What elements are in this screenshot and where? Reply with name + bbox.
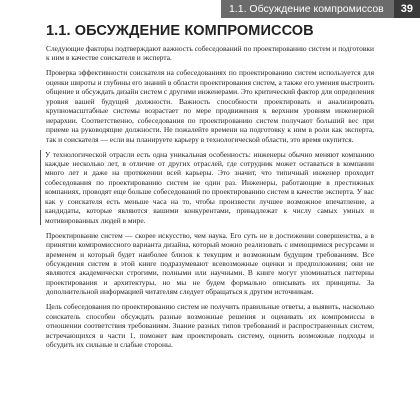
running-header bbox=[221, 0, 420, 18]
body-text bbox=[46, 44, 374, 355]
paragraph-interview-goal: Цель собеседования по проектированию систем не получить правильные ответы, а выявить, насколько соискатель способен обсуждать разные возможные решения и оценивать их компромиссы в отношении соответствия требованиям. Знание разных типов требований и распространенных систем, встречающихся в части 1, поможет вам проектировать систему, оценить возможные подходы и обсудить их сильные и слабые стороны. bbox=[46, 302, 374, 350]
running-title: 1.1. Обсуждение компромиссов bbox=[228, 3, 384, 15]
section-heading: 1.1. ОБСУЖДЕНИЕ КОМПРОМИССОВ bbox=[46, 23, 314, 39]
paragraph-art-vs-science: Проектирование систем — скорее искусство, чем наука. Его суть не в достижении совершенства, а в принятии компромиссного варианта дизайна, который можно реализовать с имеющимися ресурсами и временем и который будет наиболее близок к текущим и возможным будущим требованиям. Все обсуждения систем в этой книге подразумевают всевозможные оценки и предположения; они не являются академически строгими, полными или научными. В книге могут упоминаться паттерны проектирования и архитектуры, но мы не будем формально описывать их принципы. За дополнительной информацией читателям следует обращаться к другим источникам. bbox=[46, 230, 374, 297]
paragraph-intro: Следующие факторы подтверждают важность собеседований по проектированию систем и подготовки к ним в качестве соискателя и эксперта. bbox=[46, 44, 374, 63]
paragraph-evaluation: Проверка эффективности соискателя на собеседованиях по проектированию систем используется для оценки широты и глубины его знаний в области проектирования систем, а также его умения выстроить общение и обсуждать дизайн систем с другими инженерами. Это критический фактор для определения уровня вашей будущей должности. Важность способности проектировать и анализировать крупномасштабные системы возрастает по мере продвижения к верхним уровням инженерной иерархии. Соответственно, собеседования по проектированию систем получают больший вес при приеме на руководящие должности. Не пожалейте времени на подготовку к ним в роли как эксперта, так и соискателя — если вы планируете карьеру в технологической области, это время окупится. bbox=[46, 68, 374, 144]
paragraph-industry: У технологической отрасли есть одна уникальная особенность: инженеры обычно меняют компанию каждые несколько лет, в отличие от других отраслей, где сотрудник может оставаться в компании много лет и даже на протяжении всей карьеры. Это значит, что типичный инженер проходит собеседования по проектированию систем не один раз. Инженеры, работающие в престижных компаниях, проводят еще больше собеседований по проектированию систем в качестве эксперта. У вас как у соискателя есть меньше часа на то, чтобы произвести лучшее возможное впечатление, а кандидаты, которые являются вашими конкурентами, принадлежат к числу самых умных и мотивированных людей в мире. bbox=[40, 150, 374, 226]
page-number: 39 bbox=[394, 0, 420, 18]
